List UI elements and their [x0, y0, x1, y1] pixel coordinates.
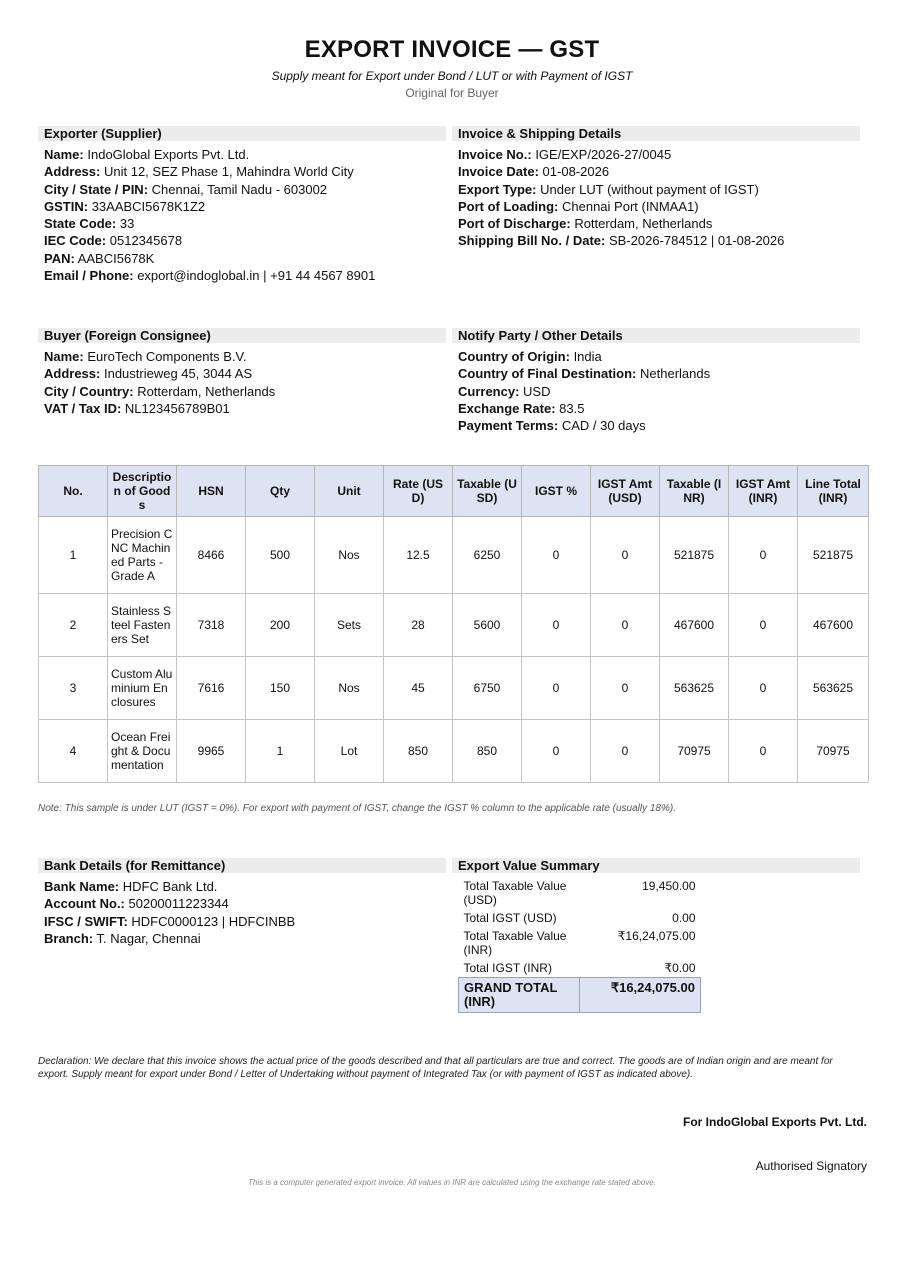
table-cell: Custom Aluminium Enclosures [108, 657, 177, 720]
invoice-heading: Invoice & Shipping Details [452, 126, 860, 141]
col-header: IGST Amt (INR) [729, 466, 798, 517]
footer-note: This is a computer generated export invoice. All values in INR are calculated using the exchange rate stated above. [248, 1178, 656, 1187]
exporter-value: 0512345678 [109, 233, 183, 249]
table-row [39, 720, 869, 783]
bank-value: HDFC0000123 | HDFCINBB [131, 913, 296, 929]
exporter-value: Unit 12, SEZ Phase 1, Mahindra World City [103, 164, 354, 180]
invoice-value: Rotterdam, Netherlands [574, 216, 713, 232]
exporter-heading: Exporter (Supplier) [38, 126, 446, 141]
col-header: Rate (USD) [384, 466, 453, 517]
table-cell: 0 [729, 720, 798, 783]
invoice-value: 01-08-2026 [542, 164, 610, 180]
invoice-label: Export Type: [458, 181, 537, 197]
summary-row [459, 877, 701, 909]
table-cell: 467600 [798, 594, 869, 657]
notify-value: Netherlands [640, 366, 711, 382]
table-cell: 8466 [177, 517, 246, 594]
notify-heading: Notify Party / Other Details [452, 328, 860, 343]
buyer-heading: Buyer (Foreign Consignee) [38, 328, 446, 343]
notify-row [458, 383, 710, 400]
invoice-row [458, 232, 784, 249]
notify-details [458, 348, 710, 434]
summary-label: Total Taxable Value (INR) [463, 929, 567, 957]
notify-row [458, 400, 710, 417]
table-cell: 563625 [660, 657, 729, 720]
exporter-row [44, 181, 375, 198]
grand-total-label: GRAND TOTAL (INR) [459, 978, 580, 1013]
table-cell: 70975 [798, 720, 869, 783]
table-row [39, 594, 869, 657]
invoice-value: IGE/EXP/2026-27/0045 [535, 147, 672, 162]
items-header-row [39, 466, 869, 517]
summary-value: 19,450.00 [642, 879, 696, 893]
table-cell: 28 [384, 594, 453, 657]
buyer-label: City / Country: [44, 383, 134, 399]
declaration: Declaration: We declare that this invoice shows the actual price of the goods described and that all particulars are true and correct. The goods are of Indian origin and are meant for export. Supply meant for export under Bond / Letter of Undertaking without payment of Integrated Tax (or with payment of IGST as indicated above). [38, 1056, 833, 1080]
exporter-label: Name: [44, 147, 84, 162]
exporter-label: Address: [44, 164, 101, 180]
bank-row [44, 913, 295, 930]
table-cell: 0 [591, 594, 660, 657]
bank-label: Branch: [44, 930, 94, 946]
table-cell: 6250 [453, 517, 522, 594]
exporter-label: Email / Phone: [44, 268, 134, 284]
table-cell: 0 [522, 657, 591, 720]
exporter-label: GSTIN: [44, 198, 89, 214]
summary-value: ₹0.00 [664, 961, 696, 975]
col-header: HSN [177, 466, 246, 517]
lut-note: Note: This sample is under LUT (IGST = 0%). For export with payment of IGST, change the IGST % column to the applicable rate (usually 18%). [38, 803, 676, 814]
col-header: Taxable (INR) [660, 466, 729, 517]
table-cell: 521875 [798, 517, 869, 594]
exporter-value: 33AABCI5678K1Z2 [91, 198, 206, 214]
table-cell: 0 [729, 657, 798, 720]
invoice-value: Under LUT (without payment of IGST) [540, 181, 759, 197]
table-cell: Nos [315, 657, 384, 720]
invoice-row [458, 146, 784, 163]
notify-row [458, 365, 710, 382]
table-cell: Precision CNC Machined Parts - Grade A [108, 517, 177, 594]
invoice-details [458, 146, 784, 250]
table-cell: 3 [39, 657, 108, 720]
col-header: Line Total (INR) [798, 466, 869, 517]
col-header: Unit [315, 466, 384, 517]
exporter-row [44, 198, 375, 215]
exporter-value: export@indoglobal.in | +91 44 4567 8901 [137, 268, 376, 284]
authorised-signatory: Authorised Signatory [755, 1159, 867, 1173]
buyer-label: VAT / Tax ID: [44, 400, 122, 416]
summary-heading: Export Value Summary [452, 858, 860, 873]
col-header: IGST % [522, 466, 591, 517]
notify-label: Currency: [458, 383, 520, 399]
exporter-row [44, 267, 375, 284]
table-cell: Stainless Steel Fasteners Set [108, 594, 177, 657]
bank-value: T. Nagar, Chennai [96, 930, 201, 946]
table-cell: 0 [729, 594, 798, 657]
bank-row [44, 878, 295, 895]
page-title: EXPORT INVOICE — GST [304, 36, 600, 63]
table-row [39, 657, 869, 720]
invoice-row [458, 163, 784, 180]
buyer-value: EuroTech Components B.V. [87, 349, 247, 364]
col-header: No. [39, 466, 108, 517]
invoice-row [458, 198, 784, 215]
exporter-row [44, 163, 375, 180]
notify-row [458, 348, 710, 365]
table-cell: 850 [384, 720, 453, 783]
grand-total-row [459, 978, 701, 1013]
items-body [39, 517, 869, 783]
exporter-label: IEC Code: [44, 233, 107, 249]
summary-value: 0.00 [672, 911, 696, 925]
notify-label: Payment Terms: [458, 418, 559, 434]
summary-label: Total IGST (INR) [463, 961, 552, 975]
table-cell: 150 [246, 657, 315, 720]
table-cell: 500 [246, 517, 315, 594]
table-cell: Nos [315, 517, 384, 594]
exporter-label: City / State / PIN: [44, 181, 149, 197]
col-header: Taxable (USD) [453, 466, 522, 517]
table-cell: Ocean Freight & Documentation [108, 720, 177, 783]
buyer-details [44, 348, 275, 417]
exporter-row [44, 250, 375, 267]
bank-details [44, 878, 295, 947]
table-cell: 2 [39, 594, 108, 657]
notify-label: Country of Origin: [458, 349, 570, 364]
buyer-value: Rotterdam, Netherlands [137, 383, 276, 399]
exporter-value: 33 [119, 216, 135, 232]
table-cell: Lot [315, 720, 384, 783]
exporter-value: AABCI5678K [77, 250, 155, 266]
table-cell: 70975 [660, 720, 729, 783]
table-cell: 0 [522, 720, 591, 783]
page-subtitle: Supply meant for Export under Bond / LUT or with Payment of IGST [271, 69, 633, 83]
summary-row [459, 959, 701, 978]
invoice-label: Port of Discharge: [458, 216, 571, 232]
table-cell: 0 [591, 657, 660, 720]
exporter-details [44, 146, 375, 284]
exporter-label: State Code: [44, 216, 117, 232]
notify-label: Country of Final Destination: [458, 366, 637, 382]
notify-row [458, 417, 710, 434]
notify-label: Exchange Rate: [458, 400, 556, 416]
buyer-row [44, 383, 275, 400]
summary-table [458, 877, 701, 1013]
buyer-row [44, 400, 275, 417]
table-cell: 4 [39, 720, 108, 783]
copy-label: Original for Buyer [405, 86, 499, 100]
bank-label: Bank Name: [44, 879, 120, 894]
notify-value: India [573, 349, 602, 364]
table-cell: 0 [729, 517, 798, 594]
table-cell: 12.5 [384, 517, 453, 594]
bank-label: Account No.: [44, 896, 125, 912]
buyer-row [44, 348, 275, 365]
table-cell: 1 [246, 720, 315, 783]
table-cell: 9965 [177, 720, 246, 783]
col-header: Description of Goods [108, 466, 177, 517]
table-cell: 0 [522, 594, 591, 657]
buyer-label: Name: [44, 349, 84, 364]
table-cell: 1 [39, 517, 108, 594]
summary-body [459, 877, 701, 978]
items-table [38, 465, 869, 783]
notify-value: CAD / 30 days [561, 418, 646, 434]
table-cell: 7616 [177, 657, 246, 720]
table-cell: 6750 [453, 657, 522, 720]
table-row [39, 517, 869, 594]
grand-total-value: ₹16,24,075.00 [580, 978, 701, 1013]
exporter-row [44, 146, 375, 163]
buyer-row [44, 365, 275, 382]
exporter-row [44, 232, 375, 249]
invoice-value: SB-2026-784512 | 01-08-2026 [608, 233, 785, 249]
exporter-value: Chennai, Tamil Nadu - 603002 [151, 181, 328, 197]
bank-heading: Bank Details (for Remittance) [38, 858, 446, 873]
buyer-label: Address: [44, 366, 101, 382]
table-cell: 521875 [660, 517, 729, 594]
invoice-row [458, 215, 784, 232]
table-cell: 0 [591, 517, 660, 594]
table-cell: Sets [315, 594, 384, 657]
summary-value: ₹16,24,075.00 [617, 929, 696, 943]
table-cell: 5600 [453, 594, 522, 657]
buyer-value: Industrieweg 45, 3044 AS [103, 366, 253, 382]
invoice-label: Port of Loading: [458, 198, 559, 214]
bank-row [44, 930, 295, 947]
table-cell: 0 [522, 517, 591, 594]
table-cell: 7318 [177, 594, 246, 657]
table-cell: 563625 [798, 657, 869, 720]
invoice-row [458, 181, 784, 198]
bank-label: IFSC / SWIFT: [44, 913, 128, 929]
summary-row [459, 909, 701, 927]
col-header: Qty [246, 466, 315, 517]
bank-row [44, 895, 295, 912]
summary-label: Total IGST (USD) [463, 911, 557, 925]
table-cell: 467600 [660, 594, 729, 657]
invoice-label: Invoice No.: [458, 147, 532, 162]
table-cell: 0 [591, 720, 660, 783]
exporter-label: PAN: [44, 250, 75, 266]
invoice-label: Shipping Bill No. / Date: [458, 233, 606, 249]
table-cell: 850 [453, 720, 522, 783]
bank-value: 50200011223344 [128, 896, 229, 912]
summary-row [459, 927, 701, 959]
invoice-label: Invoice Date: [458, 164, 539, 180]
notify-value: 83.5 [559, 400, 585, 416]
for-company: For IndoGlobal Exports Pvt. Ltd. [682, 1115, 867, 1129]
table-cell: 200 [246, 594, 315, 657]
summary-label: Total Taxable Value (USD) [463, 879, 567, 907]
exporter-value: IndoGlobal Exports Pvt. Ltd. [87, 147, 250, 162]
notify-value: USD [523, 383, 551, 399]
table-cell: 45 [384, 657, 453, 720]
exporter-row [44, 215, 375, 232]
buyer-value: NL123456789B01 [124, 400, 230, 416]
col-header: IGST Amt (USD) [591, 466, 660, 517]
bank-value: HDFC Bank Ltd. [122, 879, 218, 894]
invoice-value: Chennai Port (INMAA1) [562, 198, 699, 214]
